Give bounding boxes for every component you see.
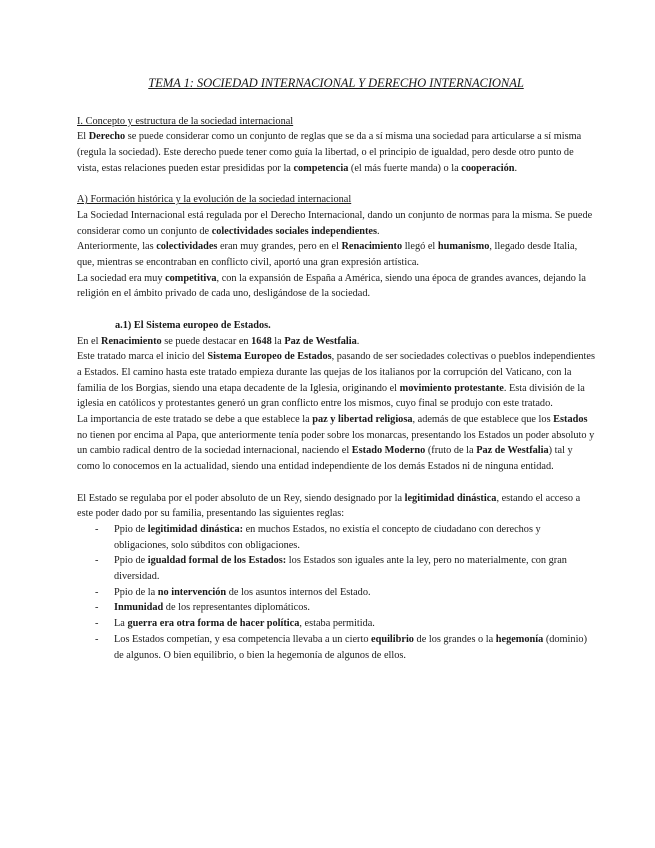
paragraph-derecho: [77, 129, 595, 176]
text-run: Ppio de la: [114, 586, 158, 598]
bold-term: colectividades sociales independientes: [211, 225, 378, 237]
bold-term: Paz de Westfalia: [284, 335, 357, 347]
list-item: [77, 553, 595, 584]
text-run: En el: [77, 335, 102, 347]
paragraph-paz-westfalia: [77, 334, 595, 350]
bold-term: igualdad formal de los Estados:: [147, 555, 287, 567]
text-run: (dominio) de algunos. O bien equilibrio, o bien la hegemonía de algunos de ellos.: [114, 633, 588, 661]
bold-term: Estados: [553, 414, 588, 426]
text-run: La: [114, 618, 128, 630]
bold-term: Estado Moderno: [351, 445, 426, 457]
list-item: [77, 616, 595, 632]
text-run: , llegado desde Italia, que, mientras se encontraban en conflicto civil, aportó una gran expresión artística.: [77, 241, 578, 269]
bold-term: Derecho: [88, 131, 126, 143]
text-run: se puede destacar en: [161, 335, 252, 347]
text-run: en muchos Estados, no existía el concepto de ciudadano con derechos y obligaciones, solo súbditos con obligaciones.: [114, 523, 541, 551]
bold-term: Inmunidad: [114, 602, 164, 614]
text-run: ) tal y como lo conocemos en la actualidad, siendo una entidad independiente de los demás Estados ni de ninguna entidad.: [77, 445, 573, 473]
bold-term: humanismo: [437, 241, 490, 253]
document-title: TEMA 1: SOCIEDAD INTERNACIONAL Y DERECHO INTERNACIONAL: [148, 76, 524, 90]
text-run: Ppio de: [114, 523, 148, 535]
text-run: , pasando de ser sociedades colectivas o pueblos independientes a Estados. El camino hasta este tratado empieza durante las quejas de los italianos por la corrupción del Vaticano, con la familia de los Borgias, siendo una etapa decadente de la Iglesia, originando el: [77, 351, 595, 394]
paragraph-competitiva: [77, 271, 595, 302]
bold-term: no intervención: [157, 586, 227, 598]
text-run: la: [271, 335, 285, 347]
bold-term: competitiva: [165, 272, 217, 284]
text-run: de los representantes diplomáticos.: [163, 602, 310, 614]
text-run: (fruto de la: [425, 445, 477, 457]
text-run: eran muy grandes, pero en el: [217, 241, 342, 253]
text-run: El Estado se regulaba por el poder absoluto de un Rey, siendo designado por la: [77, 492, 405, 504]
text-run: .: [356, 335, 360, 347]
text-run: . Esta división de la iglesia en católicos y protestantes generó un gran conflicto entre los mismos, cuyo final se produjo con este tratado.: [77, 382, 585, 410]
bold-term: equilibrio: [371, 633, 414, 645]
text-run: de los grandes o la: [413, 633, 496, 645]
text-run: , con la expansión de España a América, siendo una época de grandes avances, dejando la religión en el ámbito privado de cada uno, desligándose de la sociedad.: [77, 272, 586, 300]
bold-term: cooperación: [461, 162, 515, 174]
text-run: Ppio de: [114, 555, 148, 567]
text-run: llegó el: [402, 241, 438, 253]
bold-term: hegemonía: [495, 633, 544, 645]
text-run: (el más fuerte manda) o la: [348, 162, 462, 174]
bold-term: competencia: [293, 162, 349, 174]
text-run: La sociedad era muy: [77, 272, 166, 284]
text-run: , además de que establece que los: [412, 414, 554, 426]
section-heading-formacion: A) Formación histórica y la evolución de la sociedad internacional: [77, 194, 352, 206]
text-run: no tienen por encima al Papa, que anteriormente tenía poder sobre los monarcas, presentando los Estados un poder absoluto y un cambio radical dentro de la sociedad internacional, naciendo el: [77, 429, 595, 457]
section-heading-concepto: I. Concepto y estructura de la sociedad internacional: [77, 115, 294, 127]
list-item: [77, 632, 595, 663]
text-run: La importancia de este tratado se debe a que establece la: [77, 414, 313, 426]
text-run: los Estados son iguales ante la ley, pero no materialmente, con gran diversidad.: [114, 555, 567, 583]
text-run: La Sociedad Internacional está regulada por el Derecho Internacional, dando un conjunto de normas para la misma. Se puede considerar como un conjunto de: [77, 209, 593, 237]
paragraph-importancia: [77, 412, 595, 475]
bold-term: colectividades: [156, 241, 218, 253]
bold-term: legitimidad dinástica: [404, 492, 497, 504]
text-run: Anteriormente, las: [77, 241, 157, 253]
bold-term: legitimidad dinástica:: [147, 523, 244, 535]
bold-term: guerra era otra forma de hacer política: [127, 618, 300, 630]
text-run: Los Estados competían, y esa competencia llevaba a un cierto: [114, 633, 372, 645]
list-item: [77, 522, 595, 553]
text-run: se puede considerar como un conjunto de reglas que se da a sí misma una sociedad para articularse a sí misma (regula la sociedad). Este derecho puede tener como guía la libertad, o el principio de igualdad, pero desde otro punto de vista, estas relaciones pueden estar presididas por la: [77, 131, 582, 174]
paragraph-renacimiento: [77, 239, 595, 270]
bold-term: Renacimiento: [101, 335, 162, 347]
text-run: .: [377, 225, 380, 237]
text-run: , estando el acceso a este poder dado por su familia, presentando las siguientes reglas:: [77, 492, 581, 520]
rules-list: [77, 522, 595, 663]
text-run: , estaba permitida.: [299, 618, 375, 630]
bold-term: 1648: [251, 335, 272, 347]
text-run: Este tratado marca el inicio del: [77, 351, 208, 363]
bold-term: Sistema Europeo de Estados: [207, 351, 332, 363]
text-run: de los asuntos internos del Estado.: [226, 586, 371, 598]
bold-term: movimiento protestante: [399, 382, 504, 394]
bold-term: Renacimiento: [341, 241, 403, 253]
text-run: .: [514, 162, 518, 174]
paragraph-estado-rey: [77, 491, 595, 522]
bold-term: Paz de Westfalia: [476, 445, 549, 457]
bold-term: paz y libertad religiosa: [312, 414, 413, 426]
list-item: [77, 585, 595, 601]
list-item: [77, 600, 595, 616]
paragraph-tratado: [77, 349, 595, 412]
paragraph-sociedad-internacional: [77, 208, 595, 239]
subsection-heading-sistema-europeo: a.1) El Sistema europeo de Estados.: [115, 319, 271, 331]
text-run: El: [77, 131, 89, 143]
